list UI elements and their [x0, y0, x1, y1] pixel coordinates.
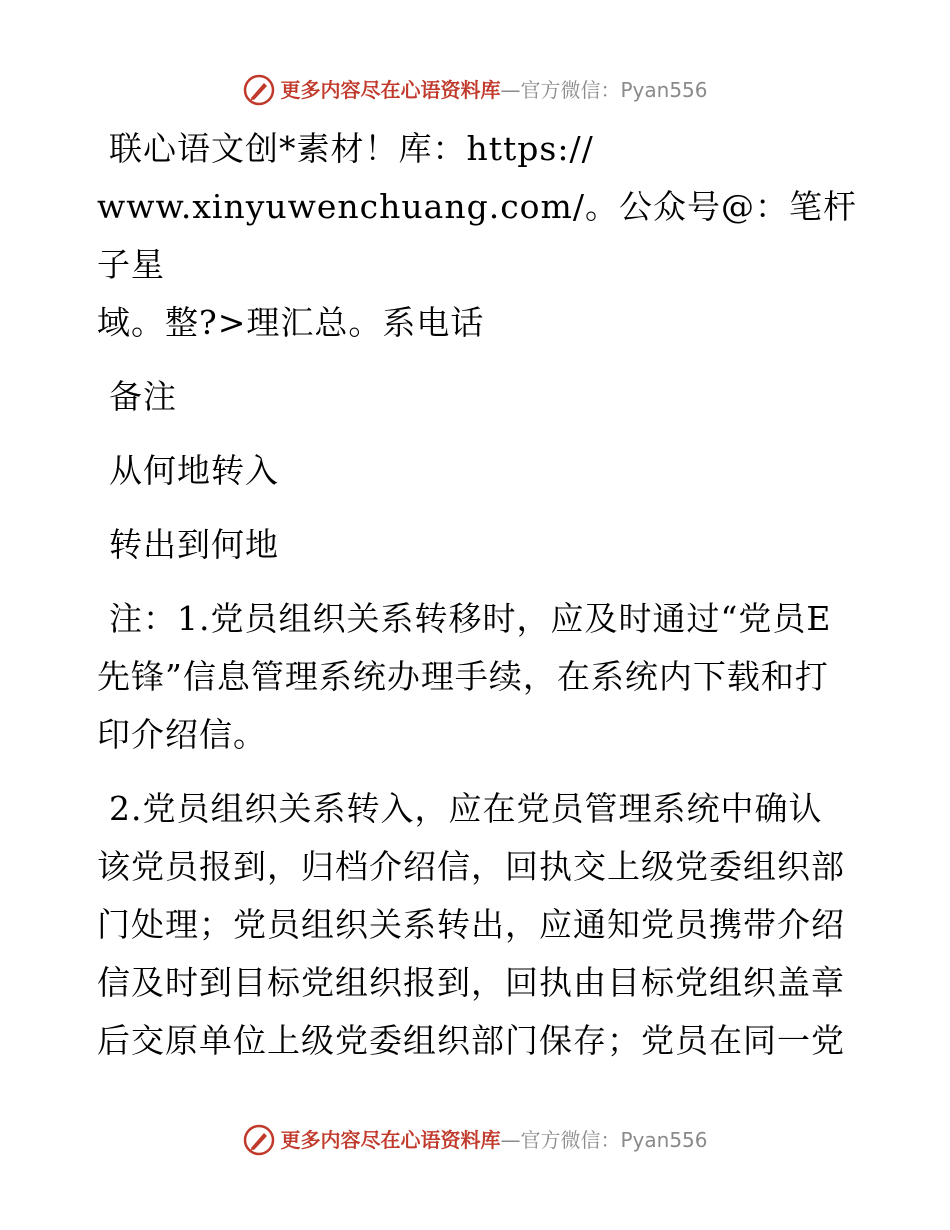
text-line: 印介绍信。: [97, 715, 267, 754]
text-line: 后交原单位上级党委组织部门保存；党员在同一党: [97, 1021, 845, 1060]
paragraph-note-2: [97, 780, 857, 1070]
text-line: 该党员报到，归档介绍信，回执交上级党委组织部: [97, 847, 845, 886]
watermark-separator: —: [500, 78, 521, 102]
text-line: 2.党员组织关系转入，应在党员管理系统中确认: [109, 789, 823, 828]
header-watermark: [0, 70, 950, 110]
watermark-wechat-label: 官方微信：: [520, 78, 621, 102]
pen-circle-logo-icon: [242, 73, 276, 107]
text-line: www.xinyuwenchuang.com/。公众号@：笔杆子星: [97, 187, 857, 284]
paragraph-transfer-to: [97, 516, 857, 574]
text-line: 注：1.党员组织关系转移时，应及时通过“党员E: [109, 599, 832, 638]
footer-watermark: [0, 1120, 950, 1160]
pen-circle-logo-icon: [242, 1123, 276, 1157]
text-line: 联心语文创*素材！库：https://: [109, 129, 594, 168]
watermark-main-text: 更多内容尽在心语资料库: [280, 1128, 501, 1152]
text-line: 门处理；党员组织关系转出，应通知党员携带介绍: [97, 905, 845, 944]
text-line: 先锋”信息管理系统办理手续，在系统内下载和打: [97, 657, 829, 696]
document-body: [97, 120, 857, 1070]
paragraph-transfer-from: [97, 442, 857, 500]
watermark-wechat-id: Pyan556: [620, 1128, 708, 1152]
paragraph-remarks: [97, 368, 857, 426]
text-line: 备注: [109, 377, 177, 416]
text-line: 信及时到目标党组织报到，回执由目标党组织盖章: [97, 963, 845, 1002]
watermark-wechat-id: Pyan556: [620, 78, 708, 102]
text-line: 从何地转入: [109, 451, 279, 490]
watermark-wechat-label: 官方微信：: [520, 1128, 621, 1152]
paragraph-note-1: [97, 590, 857, 764]
watermark-separator: —: [500, 1128, 521, 1152]
paragraph-contact-info: [97, 120, 857, 352]
watermark-main-text: 更多内容尽在心语资料库: [280, 78, 501, 102]
text-line: 域。整?>理汇总。系电话: [97, 303, 485, 342]
text-line: 转出到何地: [109, 525, 279, 564]
